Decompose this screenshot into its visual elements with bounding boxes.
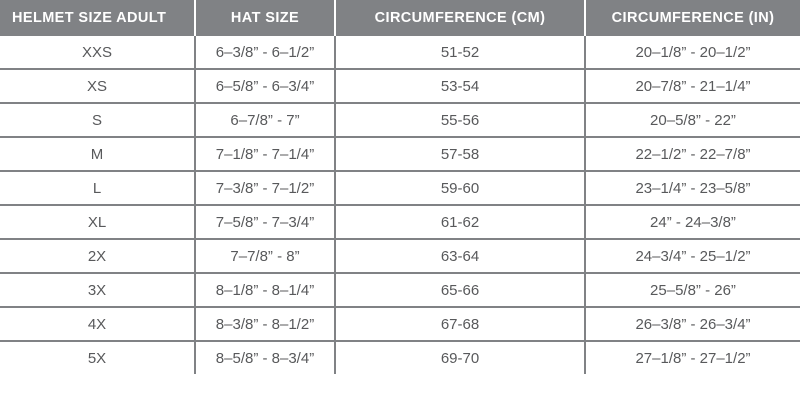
cell-circumference-cm: 53-54 xyxy=(335,69,585,103)
table-row xyxy=(0,205,800,239)
cell-circumference-cm: 57-58 xyxy=(335,137,585,171)
cell-helmet-size: L xyxy=(0,171,195,205)
cell-helmet-size: XL xyxy=(0,205,195,239)
cell-circumference-cm: 51-52 xyxy=(335,36,585,69)
cell-helmet-size: 5X xyxy=(0,341,195,374)
cell-helmet-size: 3X xyxy=(0,273,195,307)
table-row xyxy=(0,69,800,103)
table-header xyxy=(0,0,800,36)
cell-helmet-size: S xyxy=(0,103,195,137)
cell-circumference-cm: 69-70 xyxy=(335,341,585,374)
cell-circumference-in: 24–3/4” - 25–1/2” xyxy=(585,239,800,273)
cell-circumference-cm: 59-60 xyxy=(335,171,585,205)
column-header-circumference-cm: CIRCUMFERENCE (CM) xyxy=(335,0,585,36)
column-header-helmet-size-adult: HELMET SIZE ADULT xyxy=(0,0,195,36)
cell-circumference-cm: 55-56 xyxy=(335,103,585,137)
cell-circumference-cm: 61-62 xyxy=(335,205,585,239)
table-row xyxy=(0,307,800,341)
column-header-hat-size: HAT SIZE xyxy=(195,0,335,36)
cell-circumference-cm: 67-68 xyxy=(335,307,585,341)
table-row xyxy=(0,36,800,69)
cell-hat-size: 8–5/8” - 8–3/4” xyxy=(195,341,335,374)
cell-hat-size: 8–1/8” - 8–1/4” xyxy=(195,273,335,307)
table-row xyxy=(0,171,800,205)
table-row xyxy=(0,341,800,374)
cell-circumference-in: 20–5/8” - 22” xyxy=(585,103,800,137)
cell-circumference-in: 20–7/8” - 21–1/4” xyxy=(585,69,800,103)
cell-circumference-in: 20–1/8” - 20–1/2” xyxy=(585,36,800,69)
cell-hat-size: 6–7/8” - 7” xyxy=(195,103,335,137)
cell-helmet-size: M xyxy=(0,137,195,171)
cell-hat-size: 6–5/8” - 6–3/4” xyxy=(195,69,335,103)
cell-helmet-size: XS xyxy=(0,69,195,103)
cell-hat-size: 7–5/8” - 7–3/4” xyxy=(195,205,335,239)
cell-hat-size: 7–1/8” - 7–1/4” xyxy=(195,137,335,171)
cell-helmet-size: 2X xyxy=(0,239,195,273)
table-row xyxy=(0,137,800,171)
table-row xyxy=(0,273,800,307)
cell-circumference-in: 23–1/4” - 23–5/8” xyxy=(585,171,800,205)
cell-circumference-cm: 65-66 xyxy=(335,273,585,307)
table-body xyxy=(0,36,800,374)
cell-circumference-cm: 63-64 xyxy=(335,239,585,273)
cell-hat-size: 6–3/8” - 6–1/2” xyxy=(195,36,335,69)
cell-helmet-size: 4X xyxy=(0,307,195,341)
cell-circumference-in: 25–5/8” - 26” xyxy=(585,273,800,307)
cell-hat-size: 7–3/8” - 7–1/2” xyxy=(195,171,335,205)
table-row xyxy=(0,103,800,137)
table-row xyxy=(0,239,800,273)
cell-hat-size: 7–7/8” - 8” xyxy=(195,239,335,273)
cell-circumference-in: 27–1/8” - 27–1/2” xyxy=(585,341,800,374)
cell-helmet-size: XXS xyxy=(0,36,195,69)
cell-circumference-in: 26–3/8” - 26–3/4” xyxy=(585,307,800,341)
cell-hat-size: 8–3/8” - 8–1/2” xyxy=(195,307,335,341)
column-header-circumference-in: CIRCUMFERENCE (IN) xyxy=(585,0,800,36)
cell-circumference-in: 24” - 24–3/8” xyxy=(585,205,800,239)
cell-circumference-in: 22–1/2” - 22–7/8” xyxy=(585,137,800,171)
table-header-row xyxy=(0,0,800,36)
